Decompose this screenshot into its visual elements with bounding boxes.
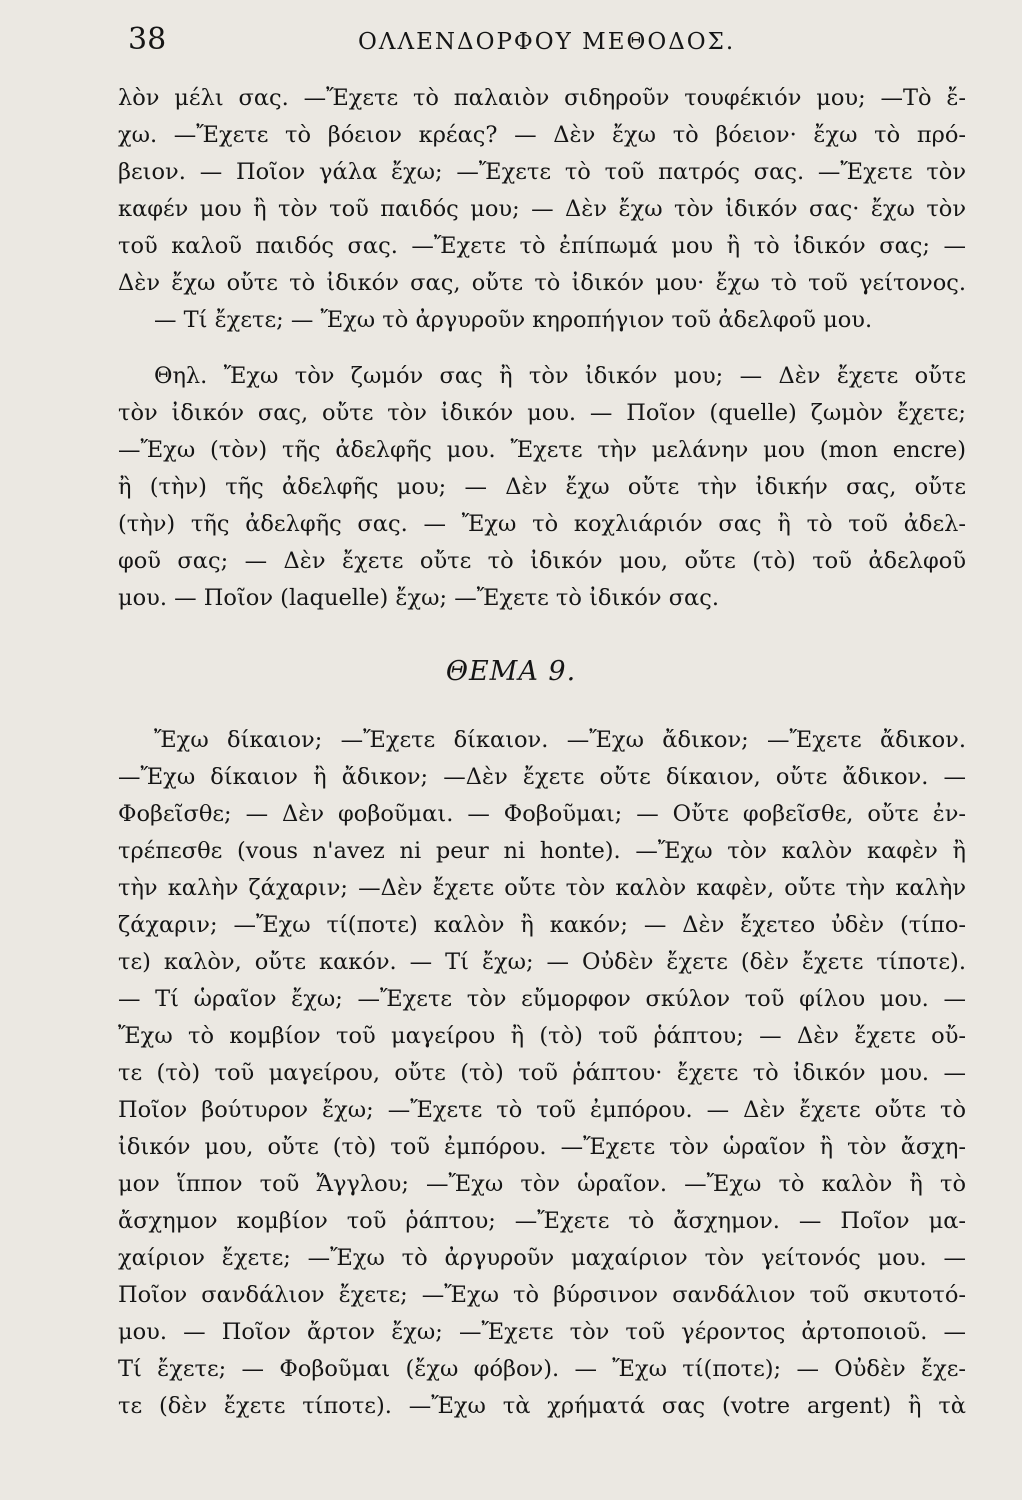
text-line: τε) καλὸν, οὔτε κακόν. — Τί ἔχω; — Οὐδὲν ἔχετε (δὲν ἔχετε τίποτε).: [118, 949, 966, 975]
text-line: Ἔχω δίκαιον; —Ἔχετε δίκαιον. —Ἔχω ἄδικον; —Ἔχετε ἄδικον.: [154, 727, 966, 753]
text-line: βειον. — Ποῖον γάλα ἔχω; —Ἔχετε τὸ τοῦ πατρός σας. —Ἔχετε τὸν: [118, 159, 966, 185]
text-line: Φοβεῖσθε; — Δὲν φοβοῦμαι. — Φοβοῦμαι; — Οὔτε φοβεῖσθε, οὔτε ἐν-: [118, 801, 966, 827]
text-line: Ἔχω τὸ κομβίον τοῦ μαγείρου ἢ (τὸ) τοῦ ῥάπτου; — Δὲν ἔχετε οὔ-: [118, 1023, 966, 1049]
page-number: 38: [128, 22, 167, 57]
section-heading: ΘΕΜΑ 9.: [445, 656, 577, 687]
text-line: —Ἔχω (τὸν) τῆς ἀδελφῆς μου. Ἔχετε τὴν μελάνην μου (mon encre): [118, 437, 966, 463]
paragraph-theme-9: [118, 722, 966, 1425]
text-line: —Ἔχω δίκαιον ἢ ἄδικον; —Δὲν ἔχετε οὔτε δίκαιον, οὔτε ἄδικον. —: [118, 764, 966, 790]
paragraph-feminine-exercise: [118, 358, 966, 617]
text-line: ζάχαριν; —Ἔχω τί(ποτε) καλὸν ἢ κακόν; — Δὲν ἔχετεο ὐδὲν (τίπο-: [118, 912, 966, 938]
text-line: τὴν καλὴν ζάχαριν; —Δὲν ἔχετε οὔτε τὸν καλὸν καφὲν, οὔτε τὴν καλὴν: [118, 875, 966, 901]
text-line: — Τί ἔχετε; — Ἔχω τὸ ἀργυροῦν κηροπήγιον τοῦ ἀδελφοῦ μου.: [154, 307, 873, 333]
text-line: καφέν μου ἢ τὸν τοῦ παιδός μου; — Δὲν ἔχω τὸν ἰδικόν σας· ἔχω τὸν: [118, 196, 966, 222]
text-line: — Τί ὡραῖον ἔχω; —Ἔχετε τὸν εὔμορφον σκύλον τοῦ φίλου μου. —: [118, 986, 966, 1012]
text-line: τε (δὲν ἔχετε τίποτε). —Ἔχω τὰ χρήματά σας (votre argent) ἢ τὰ: [118, 1393, 966, 1419]
text-line: τρέπεσθε (vous n'avez ni peur ni honte). —Ἔχω τὸν καλὸν καφὲν ἢ: [118, 838, 966, 864]
page-header: [128, 18, 974, 62]
running-head: ΟΛΛΕΝΔΟΡΦΟΥ ΜΕΘΟΔΟΣ.: [358, 29, 736, 55]
text-line: μου. — Ποῖον ἄρτον ἔχω; —Ἔχετε τὸν τοῦ γέροντος ἀρτοποιοῦ. —: [118, 1319, 966, 1345]
text-line: χω. —Ἔχετε τὸ βόειον κρέας? — Δὲν ἔχω τὸ βόειον· ἔχω τὸ πρό-: [118, 122, 966, 148]
text-line: μον ἵππον τοῦ Ἄγγλου; —Ἔχω τὸν ὡραῖον. —Ἔχω τὸ καλὸν ἢ τὸ: [118, 1171, 966, 1197]
text-line: λὸν μέλι σας. —Ἔχετε τὸ παλαιὸν σιδηροῦν τουφέκιόν μου; —Τὸ ἔ-: [118, 85, 966, 111]
text-line: Δὲν ἔχω οὔτε τὸ ἰδικόν σας, οὔτε τὸ ἰδικόν μου· ἔχω τὸ τοῦ γείτονος.: [118, 270, 966, 296]
text-line: ἢ (τὴν) τῆς ἀδελφῆς μου; — Δὲν ἔχω οὔτε τὴν ἰδικήν σας, οὔτε: [118, 474, 966, 500]
text-line: ἄσχημον κομβίον τοῦ ῥάπτου; —Ἔχετε τὸ ἄσχημον. — Ποῖον μα-: [118, 1208, 966, 1234]
text-line: Τί ἔχετε; — Φοβοῦμαι (ἔχω φόβον). — Ἔχω τί(ποτε); — Οὐδὲν ἔχε-: [118, 1356, 966, 1382]
text-line: τοῦ καλοῦ παιδός σας. —Ἔχετε τὸ ἐπίπωμά μου ἢ τὸ ἰδικόν σας; —: [118, 233, 966, 259]
text-line: Ποῖον σανδάλιον ἔχετε; —Ἔχω τὸ βύρσινον σανδάλιον τοῦ σκυτοτό-: [118, 1282, 966, 1308]
text-line: (τὴν) τῆς ἀδελφῆς σας. — Ἔχω τὸ κοχλιάριόν σας ἢ τὸ τοῦ ἀδελ-: [118, 511, 966, 537]
paragraph-masculine-exercise: [118, 80, 966, 339]
text-line: Ποῖον βούτυρον ἔχω; —Ἔχετε τὸ τοῦ ἐμπόρου. — Δὲν ἔχετε οὔτε τὸ: [118, 1097, 966, 1123]
text-line: ἰδικόν μου, οὔτε (τὸ) τοῦ ἐμπόρου. —Ἔχετε τὸν ὡραῖον ἢ τὸν ἄσχη-: [118, 1134, 966, 1160]
text-line: Θηλ. Ἔχω τὸν ζωμόν σας ἢ τὸν ἰδικόν μου; — Δὲν ἔχετε οὔτε: [154, 363, 966, 389]
text-line: μου. — Ποῖον (laquelle) ἔχω; —Ἔχετε τὸ ἰδικόν σας.: [118, 585, 720, 611]
text-line: τε (τὸ) τοῦ μαγείρου, οὔτε (τὸ) τοῦ ῥάπτου· ἔχετε τὸ ἰδικόν μου. —: [118, 1060, 966, 1086]
text-line: φοῦ σας; — Δὲν ἔχετε οὔτε τὸ ἰδικόν μου, οὔτε (τὸ) τοῦ ἀδελφοῦ: [118, 548, 966, 574]
text-line: χαίριον ἔχετε; —Ἔχω τὸ ἀργυροῦν μαχαίριον τὸν γείτονός μου. —: [118, 1245, 966, 1271]
text-line: τὸν ἰδικόν σας, οὔτε τὸν ἰδικόν μου. — Ποῖον (quelle) ζωμὸν ἔχετε;: [118, 400, 966, 426]
